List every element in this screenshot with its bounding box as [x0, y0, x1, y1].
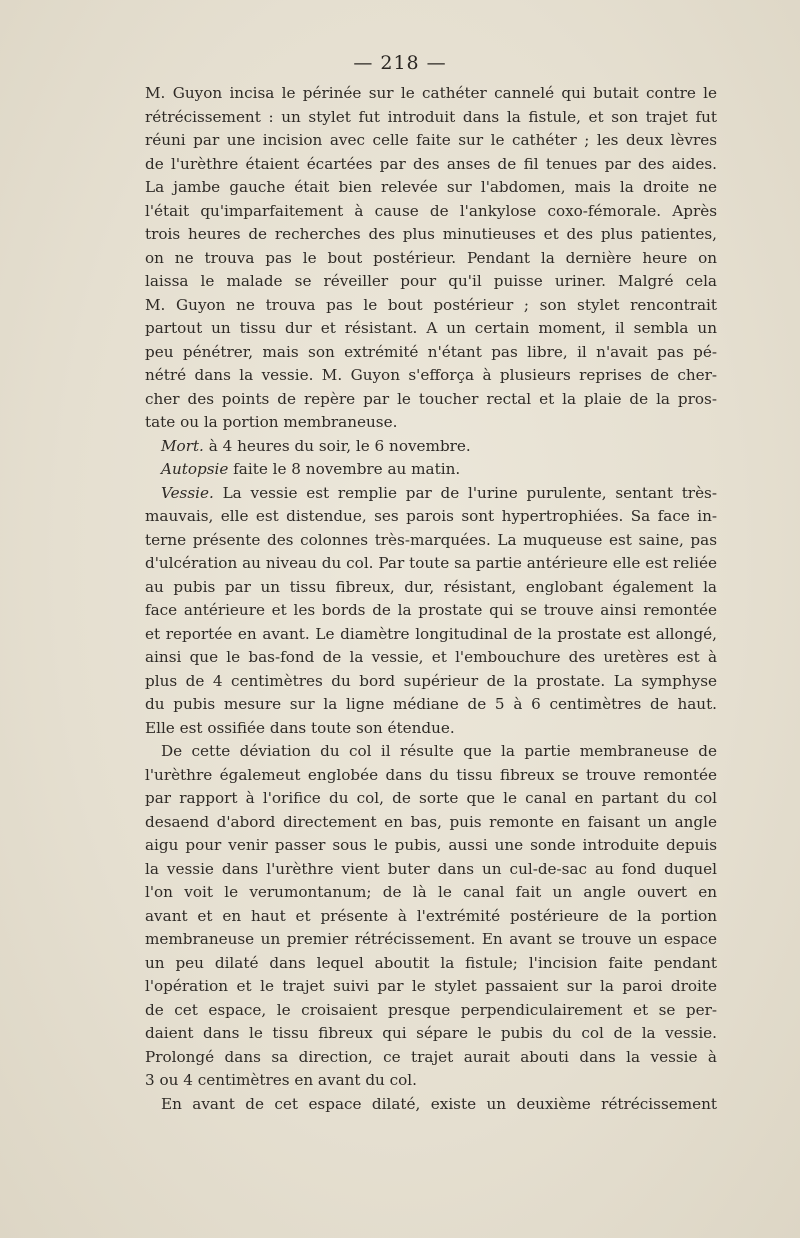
- text-line: laissa le malade se réveiller pour qu'il puisse uriner. Malgré cela: [145, 272, 717, 290]
- text-line: daient dans le tissu fibreux qui sépare le pubis du col de la vessie.: [145, 1024, 717, 1042]
- text-line: terne présente des colonnes très-marquées. La muqueuse est saine, pas: [145, 530, 717, 549]
- text-line-vessie: [145, 482, 717, 506]
- text-line: En avant de cet espace dilaté, existe un deuxième rétrécissement: [161, 1094, 717, 1113]
- text-line: l'on voit le verumontanum; de là le canal fait un angle ouvert en: [145, 883, 717, 901]
- text-line-mort: [145, 435, 717, 459]
- text-line: trois heures de recherches des plus minutieuses et des plus patientes,: [145, 225, 717, 243]
- text-line: Prolongé dans sa direction, ce trajet aurait abouti dans la vessie à: [145, 1047, 717, 1066]
- text-line: du pubis mesure sur la ligne médiane de 5 à 6 centimètres de haut.: [145, 695, 717, 713]
- text-line: Elle est ossifiée dans toute son étendue.: [145, 718, 455, 737]
- italic-lead: Mort.: [161, 436, 204, 455]
- text-line: tate ou la portion membraneuse.: [145, 413, 398, 431]
- text-line: M. Guyon ne trouva pas le bout postérieur ; son stylet rencontrait: [145, 295, 717, 314]
- text-line: la vessie dans l'urèthre vient buter dans un cul-de-sac au fond duquel: [145, 859, 717, 878]
- italic-lead: Vessie.: [161, 483, 214, 502]
- text-line-autopsie: [145, 458, 717, 482]
- body-text: [145, 82, 717, 1116]
- text-line: face antérieure et les bords de la prostate qui se trouve ainsi remontée: [145, 601, 717, 619]
- text-line: au pubis par un tissu fibreux, dur, résistant, englobant également la: [145, 577, 717, 596]
- text-line: l'était qu'imparfaitement à cause de l'ankylose coxo-fémorale. Après: [145, 201, 717, 220]
- text-line: plus de 4 centimètres du bord supérieur de la prostate. La symphyse: [145, 671, 717, 690]
- line-rest: faite le 8 novembre au matin.: [228, 460, 461, 478]
- text-line: l'opération et le trajet suivi par le stylet passaient sur la paroi droite: [145, 977, 717, 995]
- text-line: l'urèthre égalemeut englobée dans du tissu fibreux se trouve remontée: [145, 765, 717, 784]
- text-line: membraneuse un premier rétrécissement. En avant se trouve un espace: [145, 930, 717, 948]
- text-line: ainsi que le bas-fond de la vessie, et l'embouchure des uretères est à: [145, 648, 717, 666]
- text-line: nétré dans la vessie. M. Guyon s'efforça à plusieurs reprises de cher-: [145, 366, 717, 384]
- text-line: desaend d'abord directement en bas, puis remonte en faisant un angle: [145, 812, 717, 831]
- line-rest: à 4 heures du soir, le 6 novembre.: [203, 436, 471, 455]
- text-line: La jambe gauche était bien relevée sur l'abdomen, mais la droite ne: [145, 178, 717, 196]
- text-line: cher des points de repère par le toucher rectal et la plaie de la pros-: [145, 389, 717, 408]
- text-line: un peu dilaté dans lequel aboutit la fistule; l'incision faite pendant: [145, 953, 717, 972]
- text-line: d'ulcération au niveau du col. Par toute sa partie antérieure elle est reliée: [145, 554, 717, 572]
- italic-lead: Autopsie: [161, 460, 229, 478]
- text-line: M. Guyon incisa le périnée sur le cathéter cannelé qui butait contre le: [145, 84, 717, 102]
- text-line: rétrécissement : un stylet fut introduit dans la fistule, et son trajet fut: [145, 107, 717, 126]
- text-line: aigu pour venir passer sous le pubis, aussi une sonde introduite depuis: [145, 836, 717, 854]
- text-line: et reportée en avant. Le diamètre longitudinal de la prostate est allongé,: [145, 624, 717, 643]
- text-line: partout un tissu dur et résistant. A un certain moment, il sembla un: [145, 319, 717, 337]
- line-rest: La vessie est remplie par de l'urine purulente, sentant très-: [213, 483, 717, 502]
- text-line: réuni par une incision avec celle faite sur le cathéter ; les deux lèvres: [145, 131, 717, 149]
- text-line: avant et en haut et présente à l'extrémité postérieure de la portion: [145, 906, 717, 925]
- text-line: de l'urèthre étaient écartées par des anses de fil tenues par des aides.: [145, 154, 717, 173]
- text-line: 3 ou 4 centimètres en avant du col.: [145, 1071, 417, 1089]
- text-line: De cette déviation du col il résulte que la partie membraneuse de: [161, 742, 717, 760]
- text-line: mauvais, elle est distendue, ses parois sont hypertrophiées. Sa face in-: [145, 507, 717, 525]
- text-line: de cet espace, le croisaient presque perpendiculairement et se per-: [145, 1000, 717, 1019]
- text-line: on ne trouva pas le bout postérieur. Pendant la dernière heure on: [145, 248, 717, 267]
- page-number: — 218 —: [353, 52, 447, 74]
- text-line: par rapport à l'orifice du col, de sorte que le canal en partant du col: [145, 789, 717, 807]
- text-line: peu pénétrer, mais son extrémité n'étant pas libre, il n'avait pas pé-: [145, 342, 717, 361]
